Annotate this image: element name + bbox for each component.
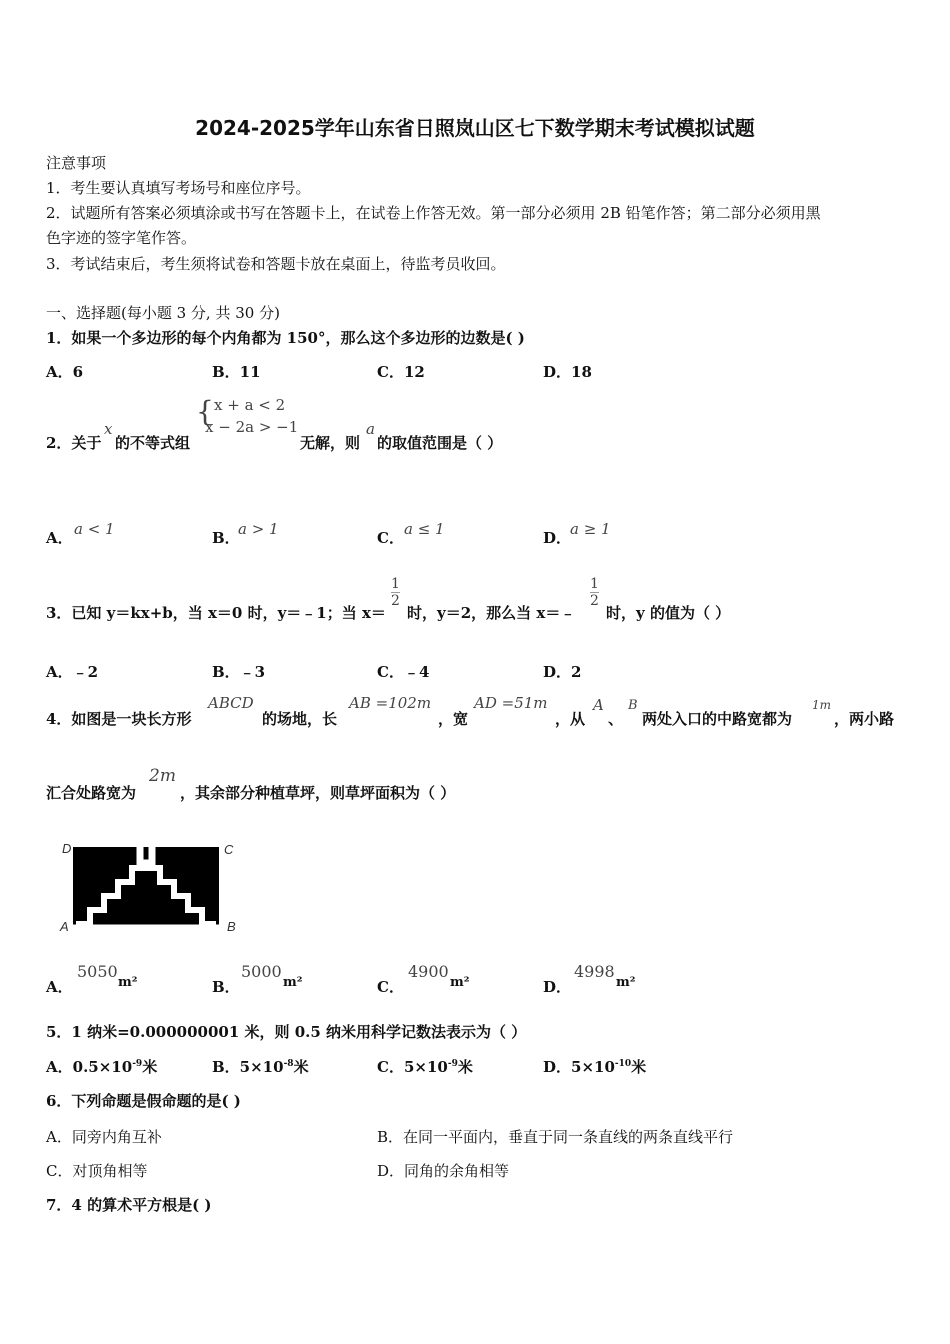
- notice-item-2: 2．试题所有答案必须填涂或书写在答题卡上，在试卷上作答无效。第一部分必须用 2B 铅笔作答；第二部分必须用黑: [46, 204, 821, 222]
- q4-field-figure: [56, 838, 246, 938]
- q2-ineq-2: x − 2a > −1: [205, 418, 299, 436]
- q3-fraction-2-num: 1: [590, 576, 599, 592]
- question-4-part-3: ，宽: [438, 710, 469, 728]
- q3-fraction-2: [590, 576, 599, 609]
- question-4-part-1: 4．如图是一块长方形: [46, 710, 192, 728]
- q2-var-x: x: [104, 420, 113, 438]
- q4-math-ad: AD =51m: [474, 694, 548, 712]
- question-4-line-2a: 汇合处路宽为: [46, 784, 137, 802]
- notice-heading: 注意事项: [46, 154, 107, 172]
- q5-option-a-unit: 米: [142, 1058, 158, 1076]
- q4-option-d: D．: [543, 978, 572, 996]
- q2-option-c: C．: [377, 529, 404, 547]
- notice-item-1: 1．考生要认真填写考场号和座位序号。: [46, 179, 311, 197]
- q4-math-1m: 1m: [812, 698, 832, 712]
- q4-option-b-unit: m²: [283, 975, 303, 990]
- q4-math-2m: 2m: [149, 766, 176, 786]
- q1-option-c: C．12: [377, 363, 425, 381]
- notice-item-3: 3．考试结束后，考生须将试卷和答题卡放在桌面上，待监考员收回。: [46, 255, 506, 273]
- q4-math-abcd: ABCD: [208, 694, 254, 712]
- question-5: 5．1 纳米=0.000000001 米，则 0.5 纳米用科学记数法表示为（ ）: [46, 1023, 527, 1041]
- q3-fraction-1: [391, 576, 400, 609]
- q5-option-a-exp: -9: [132, 1059, 143, 1069]
- question-3-part-2: 时，y＝2，那么当 x＝﹣: [407, 604, 576, 622]
- q5-option-c-unit: 米: [457, 1058, 473, 1076]
- question-7: 7．4 的算术平方根是( ): [46, 1196, 212, 1214]
- q4-option-b-val: 5000: [241, 962, 282, 981]
- q5-option-c: [377, 1056, 473, 1077]
- q4-option-c-val: 4900: [408, 962, 449, 981]
- fig-label-c: C: [224, 842, 234, 857]
- q4-math-a: A: [593, 696, 604, 714]
- question-2-prefix: 2．关于: [46, 434, 102, 452]
- q3-option-a: A．﹣2: [46, 663, 99, 681]
- q4-option-a-val: 5050: [77, 962, 118, 981]
- q2-mid: 的不等式组: [115, 434, 191, 452]
- q5-option-b-unit: 米: [293, 1058, 309, 1076]
- q5-option-c-base: C．5×10: [377, 1058, 448, 1076]
- q4-option-d-val: 4998: [574, 962, 615, 981]
- q1-option-b: B．11: [212, 363, 261, 381]
- q5-option-a: [46, 1056, 157, 1077]
- page-title: 2024-2025学年山东省日照岚山区七下数学期末考试模拟试题: [195, 116, 755, 140]
- q2-after: 无解，则: [300, 434, 361, 452]
- q2-ineq-1: x + a < 2: [214, 396, 286, 414]
- q5-option-b-exp: -8: [283, 1059, 294, 1069]
- question-4-part-4: ，从: [555, 710, 586, 728]
- q5-option-d-exp: -10: [614, 1059, 632, 1069]
- q2-option-d: D．: [543, 529, 572, 547]
- question-4-part-6: 两处入口的中路宽都为: [642, 710, 793, 728]
- q2-var-a: a: [366, 420, 375, 438]
- q5-option-d-unit: 米: [631, 1058, 647, 1076]
- q3-option-b: B．﹣3: [212, 663, 266, 681]
- question-4-line-2b: ，其余部分种植草坪，则草坪面积为（ ）: [180, 784, 456, 802]
- fig-label-b: B: [227, 919, 236, 934]
- q6-option-a: A．同旁内角互补: [46, 1128, 162, 1146]
- question-4-part-2: 的场地，长: [262, 710, 338, 728]
- q4-option-a-unit: m²: [118, 975, 138, 990]
- q5-option-b-base: B．5×10: [212, 1058, 284, 1076]
- q4-option-b: B．: [212, 978, 240, 996]
- q1-option-a: A．6: [46, 363, 84, 381]
- q5-option-a-base: A．0.5×10: [46, 1058, 133, 1076]
- q3-option-d: D．2: [543, 663, 582, 681]
- q5-option-c-exp: -9: [447, 1059, 458, 1069]
- q6-option-b: B．在同一平面内，垂直于同一条直线的两条直线平行: [377, 1128, 734, 1146]
- q2-option-b-val: a > 1: [238, 520, 279, 538]
- q3-fraction-2-den: 2: [590, 593, 599, 609]
- q3-fraction-1-den: 2: [391, 593, 400, 609]
- q5-option-d-base: D．5×10: [543, 1058, 615, 1076]
- fig-label-a: A: [60, 919, 69, 934]
- question-4-part-5: 、: [608, 710, 624, 728]
- q4-math-ab: AB =102m: [349, 694, 432, 712]
- q2-option-d-val: a ≥ 1: [570, 520, 611, 538]
- q4-math-b: B: [628, 698, 638, 713]
- q2-option-a-val: a < 1: [74, 520, 115, 538]
- notice-item-2-cont: 色字迹的签字笔作答。: [46, 229, 197, 247]
- fig-label-d: D: [62, 841, 72, 856]
- q6-option-d: D．同角的余角相等: [377, 1162, 510, 1180]
- q2-option-b: B．: [212, 529, 240, 547]
- q2-brace: {: [196, 395, 214, 428]
- q4-option-a: A．: [46, 978, 73, 996]
- q4-option-c: C．: [377, 978, 404, 996]
- question-3-part-3: 时，y 的值为（ ）: [606, 604, 731, 622]
- question-4-part-7: ，两小路: [834, 710, 895, 728]
- q2-option-c-val: a ≤ 1: [404, 520, 445, 538]
- question-3-part-1: 3．已知 y＝kx+b，当 x＝0 时，y＝﹣1；当 x＝: [46, 604, 386, 622]
- section-heading: 一、选择题(每小题 3 分, 共 30 分): [46, 304, 280, 322]
- q3-option-c: C．﹣4: [377, 663, 430, 681]
- q4-option-c-unit: m²: [450, 975, 470, 990]
- q4-option-d-unit: m²: [616, 975, 636, 990]
- q6-option-c: C．对顶角相等: [46, 1162, 148, 1180]
- q5-option-d: [543, 1056, 646, 1077]
- q5-option-b: [212, 1056, 309, 1077]
- q1-option-d: D．18: [543, 363, 592, 381]
- q3-fraction-1-num: 1: [391, 576, 400, 592]
- q2-end: 的取值范围是（ ）: [377, 434, 503, 452]
- q2-option-a: A．: [46, 529, 73, 547]
- question-1: 1．如果一个多边形的每个内角都为 150°，那么这个多边形的边数是( ): [46, 329, 525, 347]
- question-6: 6．下列命题是假命题的是( ): [46, 1092, 241, 1110]
